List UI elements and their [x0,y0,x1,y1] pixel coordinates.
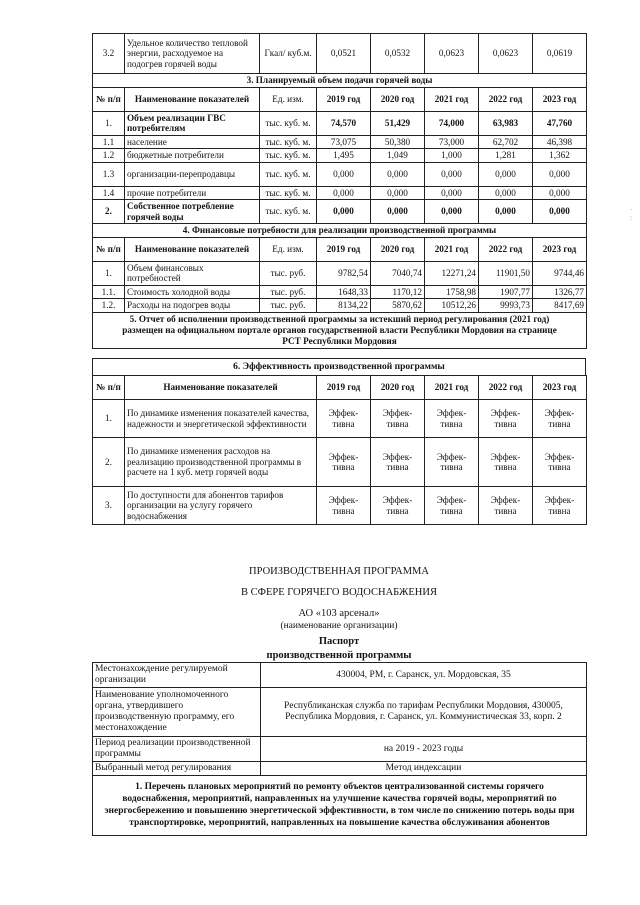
value-cell: 0,000 [317,200,371,224]
value-cell: 12271,24 [425,261,479,285]
table-row [93,400,587,438]
header-year: 2023 год [533,376,587,400]
table-row [93,438,587,487]
passport-title: Паспорт [318,636,360,647]
header-unit: Ед. изм. [260,87,317,111]
table-row [93,285,587,299]
table-header-row [93,87,587,111]
value-cell: 47,760 [533,111,587,135]
table-row [93,200,587,224]
organization-name: АО «103 арсенал» [298,608,380,619]
passport-value: Метод индексации [261,762,587,776]
efficiency-cell: Эффек-тивна [371,400,425,438]
organization-caption: (наименование организации) [280,621,398,631]
row-name: Расходы на подогрев воды [125,299,260,313]
header-name: Наименование показателей [125,237,260,261]
row-name: По динамике изменения расходов на реализацию производственной программы в расчете на 1 куб. метр горячей воды [125,438,317,487]
row-number: 1.3 [93,162,125,186]
value-cell: 0,000 [479,186,533,200]
scan-mark: · : [630,206,633,222]
passport-value: 430004, РМ, г. Саранск, ул. Мордовская, 35 [261,663,587,688]
value-cell: 1,281 [479,149,533,163]
header-year: 2023 год [533,237,587,261]
value-cell: 0,000 [533,200,587,224]
header-year: 2019 год [317,87,371,111]
value-cell: 63,983 [479,111,533,135]
section-6-title: 6. Эффективность производственной программы [92,358,586,375]
section-4-title: 4. Финансовые потребности для реализации производственной программы [93,224,587,238]
value-cell: 0,0623 [479,34,533,74]
value-cell: 0,000 [533,162,587,186]
header-name: Наименование показателей [125,376,317,400]
value-cell: 0,000 [317,162,371,186]
table-row [93,737,587,762]
efficiency-cell: Эффек-тивна [317,438,371,487]
value-cell: 0,000 [479,162,533,186]
value-cell: 74,000 [425,111,479,135]
header-year: 2021 год [425,87,479,111]
row-number: 3.2 [93,34,125,74]
value-cell: 0,000 [425,162,479,186]
table-row [93,299,587,313]
header-num: № п/п [93,237,125,261]
efficiency-cell: Эффек-тивна [533,487,587,525]
efficiency-cell: Эффек-тивна [317,400,371,438]
row-unit: тыс. куб. м. [260,162,317,186]
row-unit: тыс. руб. [260,285,317,299]
header-year: 2020 год [371,237,425,261]
value-cell: 51,429 [371,111,425,135]
header-year: 2022 год [479,237,533,261]
efficiency-cell: Эффек-тивна [479,487,533,525]
value-cell: 1,495 [317,149,371,163]
value-cell: 0,000 [317,186,371,200]
efficiency-cell: Эффек-тивна [317,487,371,525]
value-cell: 1648,33 [317,285,371,299]
table-efficiency [92,375,587,525]
row-name: бюджетные потребители [125,149,260,163]
value-cell: 1170,12 [371,285,425,299]
value-cell: 0,0521 [317,34,371,74]
table-row [93,261,587,285]
header-num: № п/п [93,87,125,111]
efficiency-cell: Эффек-тивна [371,487,425,525]
row-name: Стоимость холодной воды [125,285,260,299]
table-row [93,135,587,149]
value-cell: 0,000 [371,200,425,224]
value-cell: 0,000 [425,186,479,200]
row-number: 1.1. [93,285,125,299]
table-row [93,487,587,525]
table-sections-3-5 [92,33,587,349]
row-name: Объем финансовых потребностей [125,261,260,285]
section-5-report-text: 5. Отчет об исполнении производственной программы за истекший период регулирования (2021 год) размещен на официальном портале органов государственной власти Республики Мордовия на странице РСТ Республики Мордовия [93,312,587,348]
value-cell: 0,000 [425,200,479,224]
table-header-row [93,237,587,261]
value-cell: 1758,98 [425,285,479,299]
value-cell: 1907,77 [479,285,533,299]
row-number: 2. [93,200,125,224]
row-number: 1. [93,400,125,438]
row-number: 1.2 [93,149,125,163]
row-number: 2. [93,438,125,487]
row-number: 3. [93,487,125,525]
header-num: № п/п [93,376,125,400]
table-header-row [93,376,587,400]
efficiency-cell: Эффек-тивна [425,487,479,525]
passport-label: Выбранный метод регулирования [93,762,261,776]
value-cell: 5870,62 [371,299,425,313]
row-number: 1.1 [93,135,125,149]
table-passport [92,662,587,836]
value-cell: 8417,69 [533,299,587,313]
value-cell: 73,075 [317,135,371,149]
table-row [93,149,587,163]
table-row [93,688,587,737]
row-name: По динамике изменения показателей качества, надежности и энергетической эффективности [125,400,317,438]
table-row [93,186,587,200]
row-unit: тыс. куб. м. [260,186,317,200]
value-cell: 50,380 [371,135,425,149]
row-unit: тыс. руб. [260,261,317,285]
value-cell: 0,000 [371,186,425,200]
table-row [93,162,587,186]
passport-label: Период реализации производственной программы [93,737,261,762]
value-cell: 0,000 [479,200,533,224]
row-name: Собственное потребление горячей воды [125,200,260,224]
header-year: 2023 год [533,87,587,111]
efficiency-cell: Эффек-тивна [479,400,533,438]
row-unit: тыс. руб. [260,299,317,313]
row-unit: тыс. куб. м. [260,149,317,163]
efficiency-cell: Эффек-тивна [533,438,587,487]
value-cell: 73,000 [425,135,479,149]
row-name: прочие потребители [125,186,260,200]
value-cell: 10512,26 [425,299,479,313]
program-title-line1: ПРОИЗВОДСТВЕННАЯ ПРОГРАММА [249,566,429,577]
value-cell: 11901,50 [479,261,533,285]
value-cell: 9744,46 [533,261,587,285]
header-year: 2020 год [371,376,425,400]
value-cell: 62,702 [479,135,533,149]
efficiency-cell: Эффек-тивна [371,438,425,487]
value-cell: 1,049 [371,149,425,163]
header-year: 2021 год [425,376,479,400]
efficiency-cell: Эффек-тивна [533,400,587,438]
value-cell: 8134,22 [317,299,371,313]
row-name: население [125,135,260,149]
efficiency-cell: Эффек-тивна [425,400,479,438]
value-cell: 0,0619 [533,34,587,74]
value-cell: 1,000 [425,149,479,163]
header-year: 2022 год [479,376,533,400]
header-year: 2019 год [317,376,371,400]
value-cell: 9993,73 [479,299,533,313]
section-3-title: 3. Планируемый объем подачи горячей воды [93,74,587,88]
table-row [93,34,587,74]
row-unit: тыс. куб. м. [260,135,317,149]
table-row [93,111,587,135]
passport-section-1-text: 1. Перечень плановых мероприятий по ремонту объектов централизованной системы горячего водоснабжения, мероприятий, направленных на улучшение качества горячей воды, мероприятий по энергосбережению и повышению энергетической эффективности, в том числе по снижению потерь воды при транспортировке, мероприятий, направленных на повышение качества обслуживания абонентов [93,775,587,835]
value-cell: 74,570 [317,111,371,135]
header-year: 2022 год [479,87,533,111]
row-number: 1. [93,111,125,135]
row-unit: Гкал/ куб.м. [260,34,317,74]
value-cell: 0,000 [371,162,425,186]
table-row [93,663,587,688]
row-unit: тыс. куб. м. [260,200,317,224]
value-cell: 9782,54 [317,261,371,285]
header-unit: Ед. изм. [260,237,317,261]
header-year: 2019 год [317,237,371,261]
header-year: 2020 год [371,87,425,111]
row-unit: тыс. куб. м. [260,111,317,135]
program-title-line2: В СФЕРЕ ГОРЯЧЕГО ВОДОСНАБЖЕНИЯ [241,587,437,598]
row-number: 1.4 [93,186,125,200]
value-cell: 1,362 [533,149,587,163]
passport-value: на 2019 - 2023 годы [261,737,587,762]
value-cell: 0,0532 [371,34,425,74]
efficiency-cell: Эффек-тивна [425,438,479,487]
header-name: Наименование показателей [125,87,260,111]
row-number: 1. [93,261,125,285]
row-name: По доступности для абонентов тарифов организации на услугу горячего водоснабжения [125,487,317,525]
row-name: Объем реализации ГВС потребителям [125,111,260,135]
value-cell: 7040,74 [371,261,425,285]
efficiency-cell: Эффек-тивна [479,438,533,487]
value-cell: 0,000 [533,186,587,200]
value-cell: 0,0623 [425,34,479,74]
row-name: Удельное количество тепловой энергии, расходуемое на подогрев горячей воды [125,34,260,74]
table-row [93,762,587,776]
header-year: 2021 год [425,237,479,261]
passport-label: Наименование уполномоченного органа, утвердившего производственную программу, его местонахождение [93,688,261,737]
passport-label: Местонахождение регулируемой организации [93,663,261,688]
row-name: организации-перепродавцы [125,162,260,186]
passport-value: Республиканская служба по тарифам Республики Мордовия, 430005, Республика Мордовия, г. Саранск, ул. Коммунистическая 33, корп. 2 [261,688,587,737]
passport-subtitle: производственной программы [266,650,412,661]
row-number: 1.2. [93,299,125,313]
value-cell: 1326,77 [533,285,587,299]
value-cell: 46,398 [533,135,587,149]
